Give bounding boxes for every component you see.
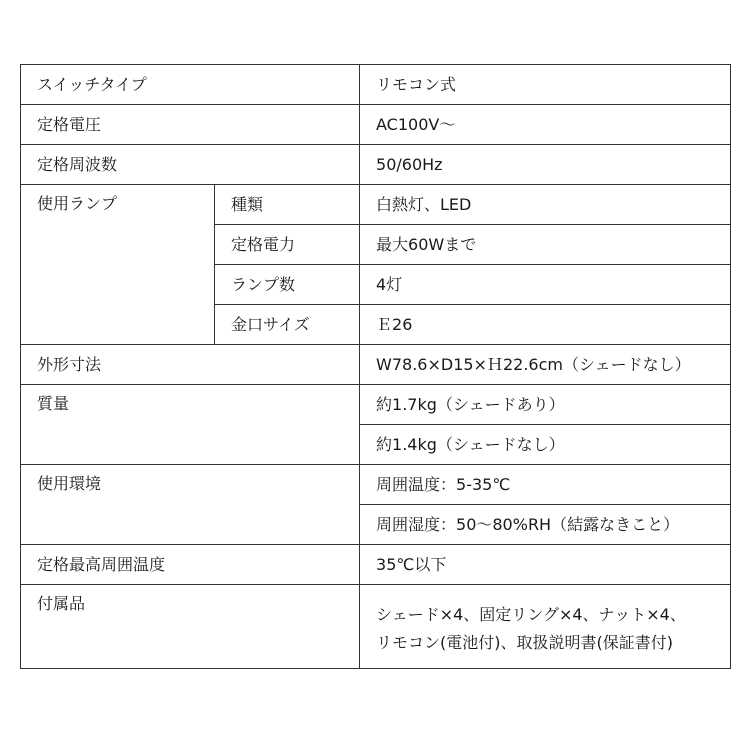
label-environment: 使用環境 [21,465,360,545]
value-switch-type: リモコン式 [360,65,731,105]
label-max-temperature: 定格最高周囲温度 [21,545,360,585]
table-row [21,145,731,185]
label-dimensions: 外形寸法 [21,345,360,385]
label-lamp-count: ランプ数 [215,265,360,305]
table-row [21,545,731,585]
label-weight: 質量 [21,385,360,465]
table-row [21,105,731,145]
table-row [21,185,731,225]
value-environment-temperature: 周囲温度：5-35℃ [360,465,731,505]
label-rated-frequency: 定格周波数 [21,145,360,185]
label-lamp-socket: 金口サイズ [215,305,360,345]
label-lamp-type: 種類 [215,185,360,225]
value-accessories [360,585,731,669]
table-row [21,585,731,669]
accessories-line-1: シェード×4、固定リング×4、ナット×4、 [376,604,686,624]
accessories-line-2: リモコン(電池付)、取扱説明書(保証書付) [376,632,673,652]
value-lamp-power: 最大60Wまで [360,225,731,265]
table-row [21,65,731,105]
label-switch-type: スイッチタイプ [21,65,360,105]
value-lamp-type: 白熱灯、LED [360,185,731,225]
label-rated-voltage: 定格電圧 [21,105,360,145]
value-rated-voltage: AC100V～ [360,105,731,145]
label-lamp-power: 定格電力 [215,225,360,265]
value-rated-frequency: 50/60Hz [360,145,731,185]
value-dimensions: W78.6×D15×Ｈ22.6cm（シェードなし） [360,345,731,385]
value-weight-with-shade: 約1.7kg（シェードあり） [360,385,731,425]
value-lamp-count: 4灯 [360,265,731,305]
value-lamp-socket: Ｅ26 [360,305,731,345]
label-accessories: 付属品 [21,585,360,669]
table-row [21,465,731,505]
table-row [21,385,731,425]
value-environment-humidity: 周囲湿度：50～80%RH（結露なきこと） [360,505,731,545]
value-weight-without-shade: 約1.4kg（シェードなし） [360,425,731,465]
label-lamp: 使用ランプ [21,185,215,345]
value-max-temperature: 35℃以下 [360,545,731,585]
spec-table [20,64,731,669]
table-row [21,345,731,385]
